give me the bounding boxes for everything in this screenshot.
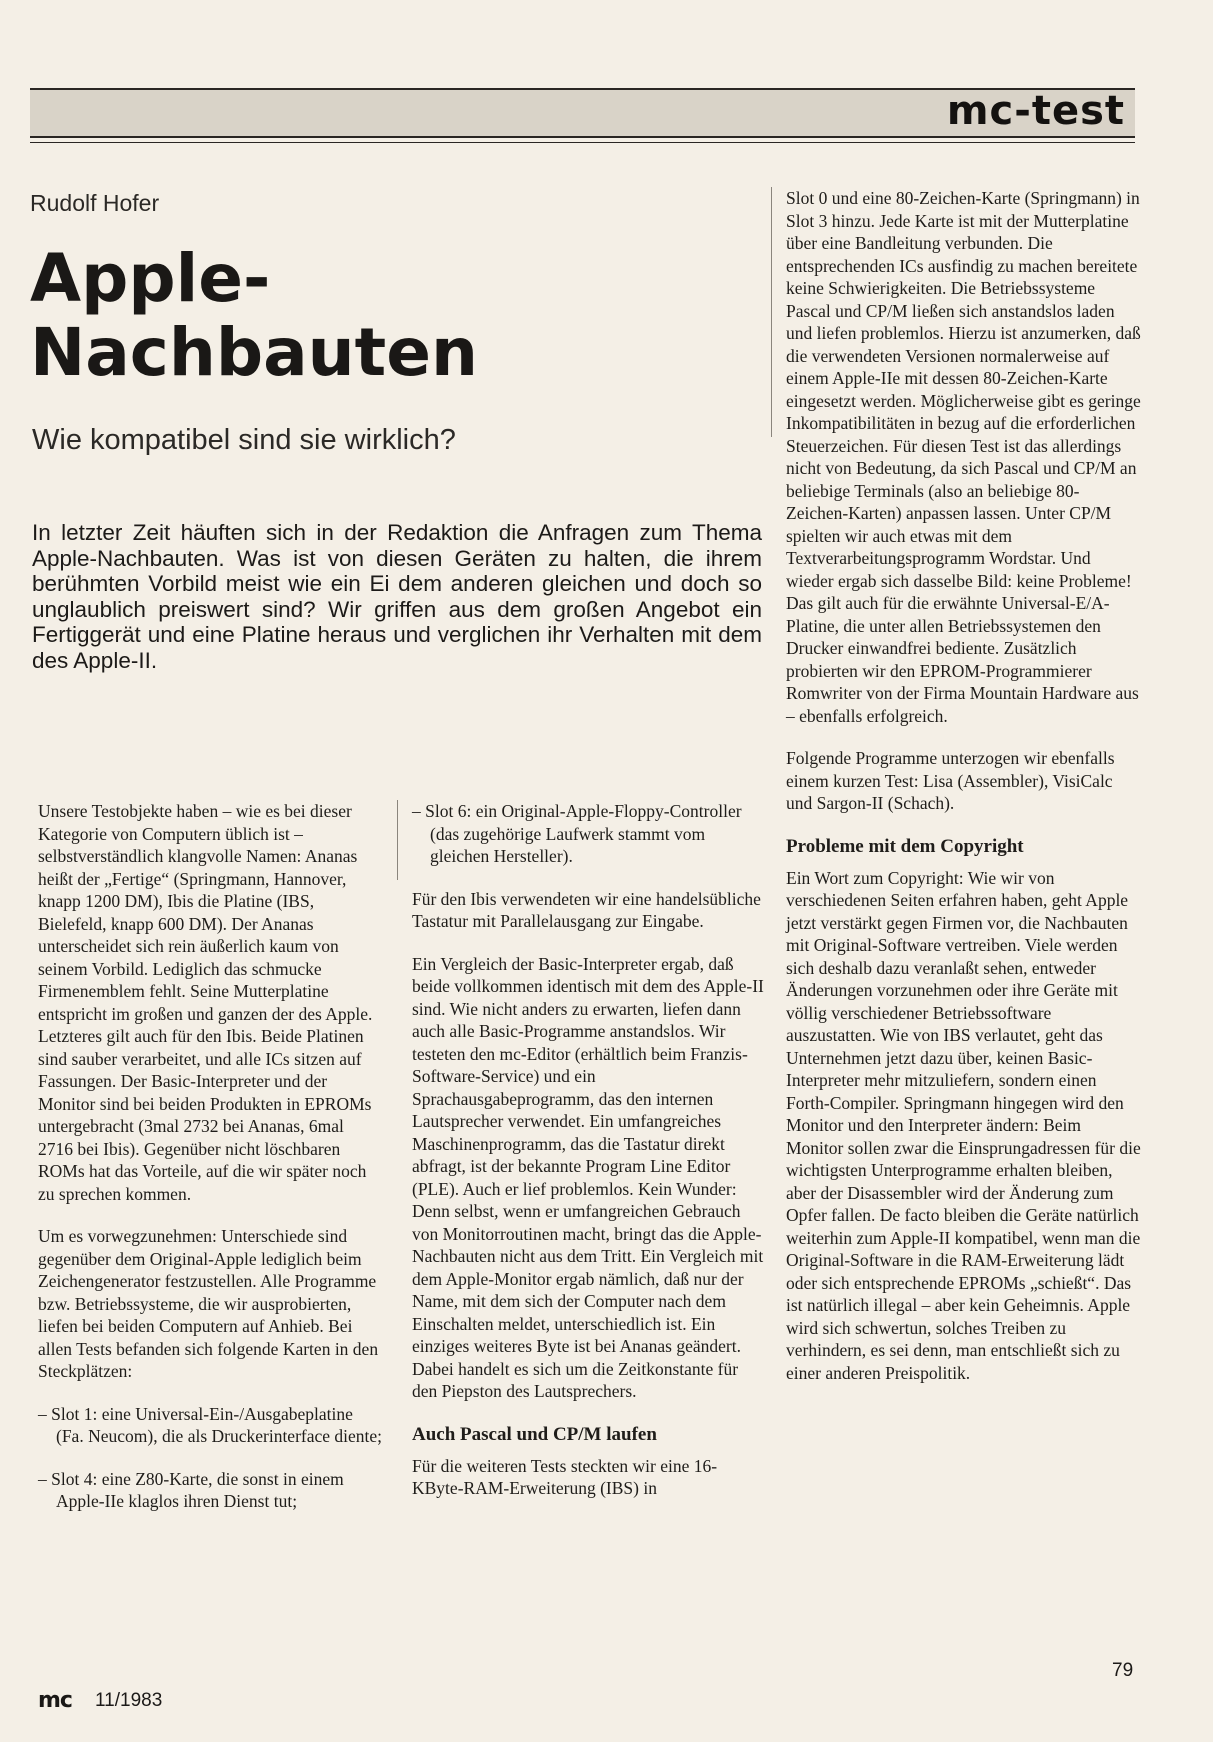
title-line-2: Nachbauten <box>30 314 478 391</box>
paragraph: Slot 0 und eine 80-Zeichen-Karte (Springmann) in Slot 3 hinzu. Jede Karte ist mit der Mutterplatine über eine Bandleitung verbunden. Die entsprechenden ICs ausfindig zu machen bereitete keine Schwierigkeiten. Die Betriebssysteme Pascal und CP/M ließen sich anstandslos laden und liefen problemlos. Hierzu ist anzumerken, daß die verwendeten Versionen normalerweise auf einem Apple-IIe mit dessen 80-Zeichen-Karte eingesetzt werden. Möglicherweise gibt es geringe Inkompatibilitäten in bezug auf die erforderlichen Steuerzeichen. Für diesen Test ist das allerdings nicht von Bedeutung, da sich Pascal und CP/M an beliebige Terminals (also an beliebige 80-Zeichen-Karten) anpassen lassen. Unter CP/M spielten wir auch etwas mit dem Textverarbeitungsprogramm Wordstar. Und wieder ergab sich dasselbe Bild: keine Probleme! Das gilt auch für die erwähnte Universal-E/A-Platine, die unter allen Betriebssystemen den Drucker einwandfrei bediente. Zusätzlich probierten wir den EPROM-Programmierer Romwriter von der Firma Mountain Hardware aus – ebenfalls erfolgreich. <box>786 188 1141 726</box>
header-rule <box>30 142 1135 143</box>
column-divider <box>397 800 398 880</box>
article-title <box>30 242 590 390</box>
section-heading: Auch Pascal und CP/M laufen <box>412 1423 657 1445</box>
article-subtitle: Wie kompatibel sind sie wirklich? <box>32 424 456 456</box>
section-label: mc-test <box>946 88 1125 134</box>
list-item: – Slot 1: eine Universal-Ein-/Ausgabeplatine (Fa. Neucom), die als Druckerinterface diente; <box>38 1403 383 1446</box>
list-item: – Slot 4: eine Z80-Karte, die sonst in einem Apple-IIe klaglos ihren Dienst tut; <box>38 1468 344 1511</box>
paragraph: Ein Wort zum Copyright: Wie wir von verschiedenen Seiten erfahren haben, geht Apple jetzt verstärkt gegen Firmen vor, die Nachbauten mit Original-Software vertreiben. Viele werden sich deshalb dazu veranlaßt sehen, entweder Änderungen vorzunehmen oder ihre Geräte mit völlig verschiedener Betriebssoftware auszustatten. Wie von IBS verlautet, geht das Unternehmen jetzt dazu über, keinen Basic-Interpreter mehr mitzuliefern, sondern einen Forth-Compiler. Springmann hingegen wird den Monitor und den Interpreter ändern: Beim Monitor sollen zwar die Einsprungadressen für die wichtigsten Unterprogramme erhalten bleiben, aber der Disassembler wird der Änderung zum Opfer fallen. De facto bleiben die Geräte natürlich weiterhin zum Apple-II kompatibel, wenn man die Original-Software in die RAM-Erweiterung lädt oder sich entsprechende EPROMs „schießt“. Das ist natürlich illegal – aber kein Geheimnis. Apple wird sich schwertun, solches Treiben zu verhindern, es sei denn, man entschließt sich zu einer anderen Preispolitik. <box>786 867 1141 1383</box>
title-line-1: Apple- <box>30 240 271 317</box>
page-number: 79 <box>1112 1660 1134 1681</box>
paragraph: Unsere Testobjekte haben – wie es bei dieser Kategorie von Computern üblich ist – selbstverständlich klangvolle Namen: Ananas heißt der „Fertige“ (Springmann, Hannover, knapp 1200 DM), Ibis die Platine (IBS, Bielefeld, knapp 600 DM). Der Ananas unterscheidet sich rein äußerlich kaum von seinem Vorbild. Lediglich das schmucke Firmenemblem fehlt. Seine Mutterplatine entspricht im großen und ganzen der des Apple. Letzteres gilt auch für den Ibis. Beide Platinen sind sauber verarbeitet, und alle ICs sitzen auf Fassungen. Der Basic-Interpreter und der Monitor sind bei beiden Produkten in EPROMs untergebracht (3mal 2732 bei Ananas, 6mal 2716 bei Ibis). Gegenüber nicht löschbaren ROMs hat das Vorteile, auf die wir später noch zu sprechen kommen. <box>38 801 373 1204</box>
column-2 <box>412 800 767 1520</box>
lead-paragraph: In letzter Zeit häuften sich in der Redaktion die Anfragen zum Thema Apple-Nachbauten. Was ist von diesen Geräten zu halten, die ihrem berühmten Vorbild meist wie ein Ei dem anderen gleichen und doch so unglaublich preiswert sind? Wir griffen aus dem großen Angebot ein Fertiggerät und eine Platine heraus und verglichen ihr Verhalten mit dem des Apple-II. <box>32 520 762 673</box>
section-heading: Probleme mit dem Copyright <box>786 835 1024 857</box>
paragraph: Folgende Programme unterzogen wir ebenfalls einem kurzen Test: Lisa (Assembler), VisiCalc und Sargon-II (Schach). <box>786 748 1115 813</box>
column-3 <box>786 187 1141 1404</box>
paragraph: Für die weiteren Tests steckten wir eine 16-KByte-RAM-Erweiterung (IBS) in <box>412 1455 718 1498</box>
paragraph: Für den Ibis verwendeten wir eine handelsübliche Tastatur mit Parallelausgang zur Eingabe. <box>412 888 761 931</box>
author-name: Rudolf Hofer <box>30 190 160 216</box>
paragraph: Ein Vergleich der Basic-Interpreter ergab, daß beide vollkommen identisch mit dem des Apple-II sind. Wie nicht anders zu erwarten, liefen dann auch alle Basic-Programme anstandslos. Wir testeten den mc-Editor (erhältlich beim Franzis-Software-Service) und ein Sprachausgabeprogramm, das den internen Lautsprecher verwendet. Ein umfangreiches Maschinenprogramm, das die Tastatur direkt abfragt, ist der bekannte Program Line Editor (PLE). Auch er lief problemlos. Kein Wunder: Denn selbst, wenn er umfangreichen Gebrauch von Monitorroutinen macht, bringt das die Apple-Nachbauten nicht aus dem Tritt. Ein Vergleich mit dem Apple-Monitor ergab nämlich, daß nur der Name, mit dem sich der Computer nach dem Einschalten meldet, unterschiedlich ist. Ein einziges weiteres Byte ist bei Ananas geändert. Dabei handelt es sich um die Zeitkonstante für den Piepston des Lautsprechers. <box>412 953 764 1401</box>
paragraph: Um es vorwegzunehmen: Unterschiede sind gegenüber dem Original-Apple lediglich beim Zeichengenerator festzustellen. Alle Programme bzw. Betriebssysteme, die wir ausprobierten, liefen bei beiden Computern auf Anhieb. Bei allen Tests befanden sich folgende Karten in den Steckplätzen: <box>38 1226 379 1381</box>
magazine-logo: mc <box>38 1688 72 1713</box>
issue-number: 11/1983 <box>95 1690 163 1711</box>
column-1 <box>38 800 383 1533</box>
section-header-bar <box>30 88 1135 138</box>
column-divider <box>771 187 772 437</box>
list-item: – Slot 6: ein Original-Apple-Floppy-Controller (das zugehörige Laufwerk stammt vom gleichen Hersteller). <box>412 801 742 866</box>
